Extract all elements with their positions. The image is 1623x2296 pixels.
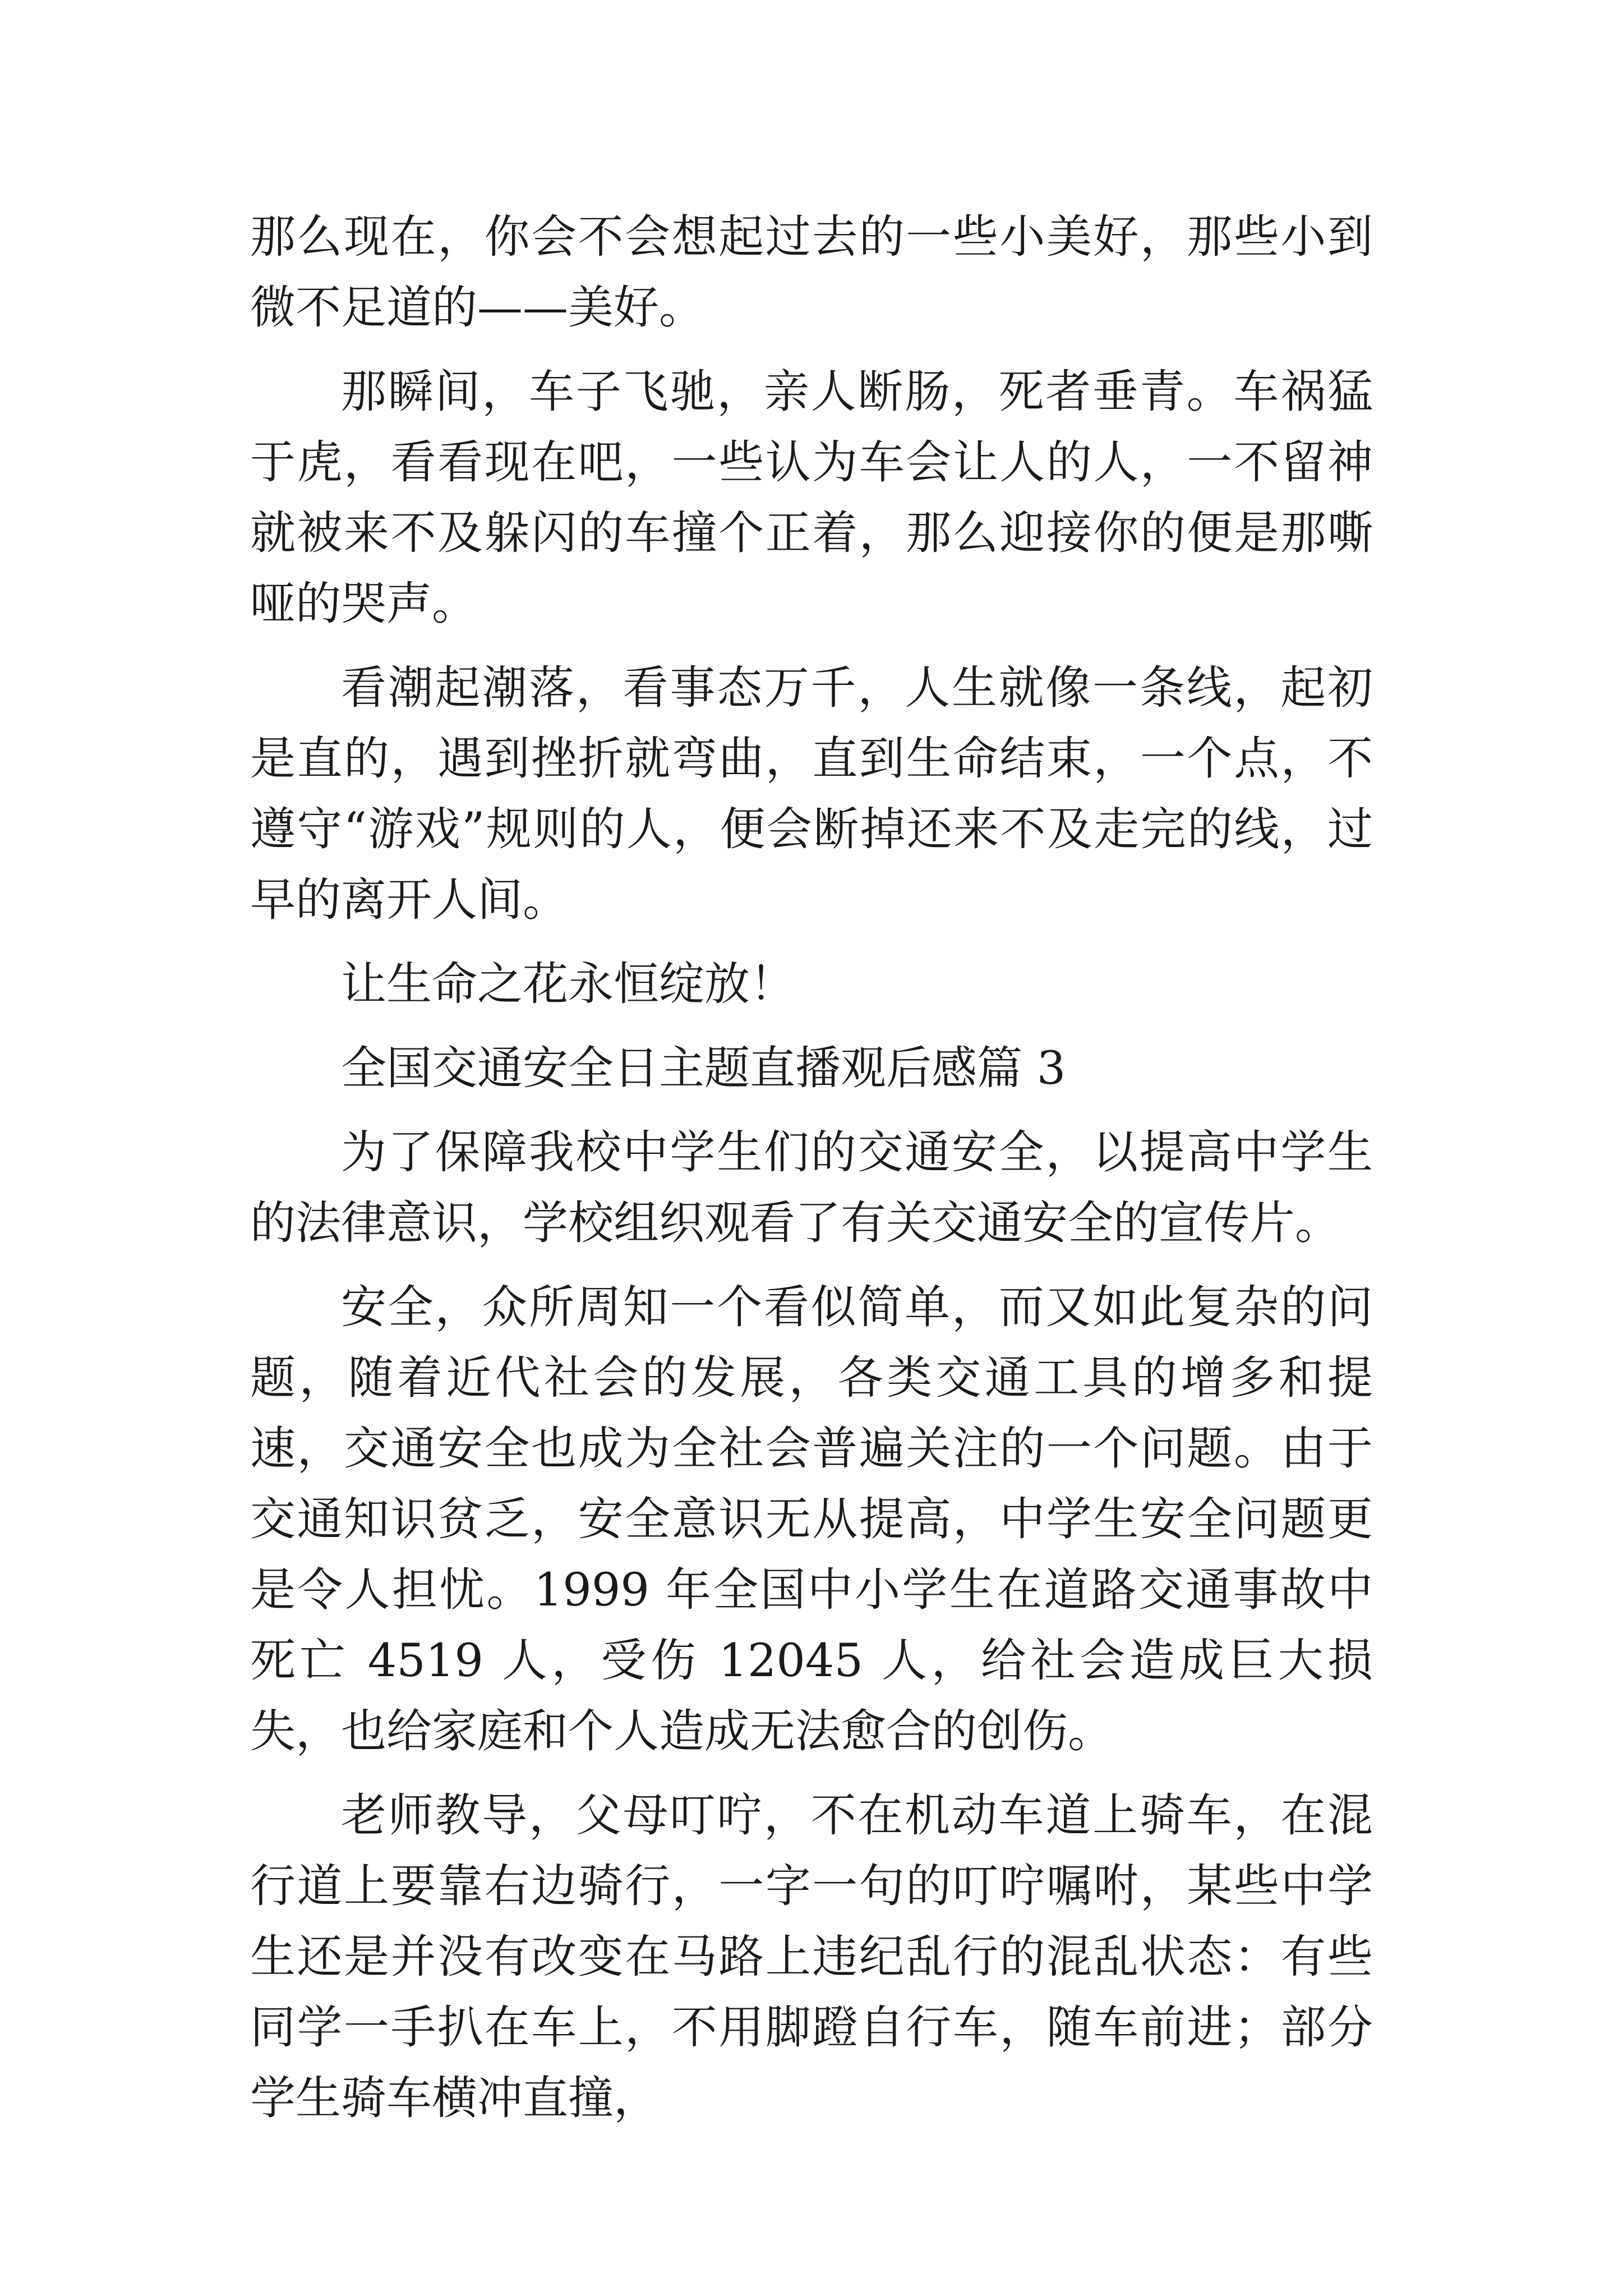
- paragraph-3: 看潮起潮落，看事态万千，人生就像一条线，起初是直的，遇到挫折就弯曲，直到生命结束，一个点，不遵守“游戏”规则的人，便会断掉还来不及走完的线，过早的离开人间。: [250, 662, 1373, 927]
- paragraph-5: 为了保障我校中学生们的交通安全，以提高中学生的法律意识，学校组织观看了有关交通安全的宣传片。: [250, 1126, 1373, 1250]
- paragraph-2: 那瞬间，车子飞驰，亲人断肠，死者垂青。车祸猛于虎，看看现在吧，一些认为车会让人的人，一不留神就被来不及躲闪的车撞个正着，那么迎接你的便是那嘶哑的哭声。: [250, 366, 1373, 631]
- section-heading: 全国交通安全日主题直播观后感篇 3: [341, 1042, 1066, 1095]
- document-body: [250, 202, 1373, 2147]
- paragraph-4: 让生命之花永恒绽放！: [341, 958, 796, 1011]
- paragraph-7: 老师教导，父母叮咛，不在机动车道上骑车，在混行道上要靠右边骑行，一字一句的叮咛嘱咐，某些中学生还是并没有改变在马路上违纪乱行的混乱状态：有些同学一手扒在车上，不用脚蹬自行车，随车前进；部分学生骑车横冲直撞，: [250, 1789, 1373, 2125]
- paragraph-1: 那么现在，你会不会想起过去的一些小美好，那些小到微不足道的——美好。: [250, 211, 1373, 334]
- paragraph-6: 安全，众所周知一个看似简单，而又如此复杂的问题，随着近代社会的发展，各类交通工具的增多和提速，交通安全也成为全社会普遍关注的一个问题。由于交通知识贫乏，安全意识无从提高，中学生安全问题更是令人担忧。1999 年全国中小学生在道路交通事故中死亡 4519 人，受伤 12045 人，给社会造成巨大损失，也给家庭和个人造成无法愈合的创伤。: [250, 1281, 1373, 1758]
